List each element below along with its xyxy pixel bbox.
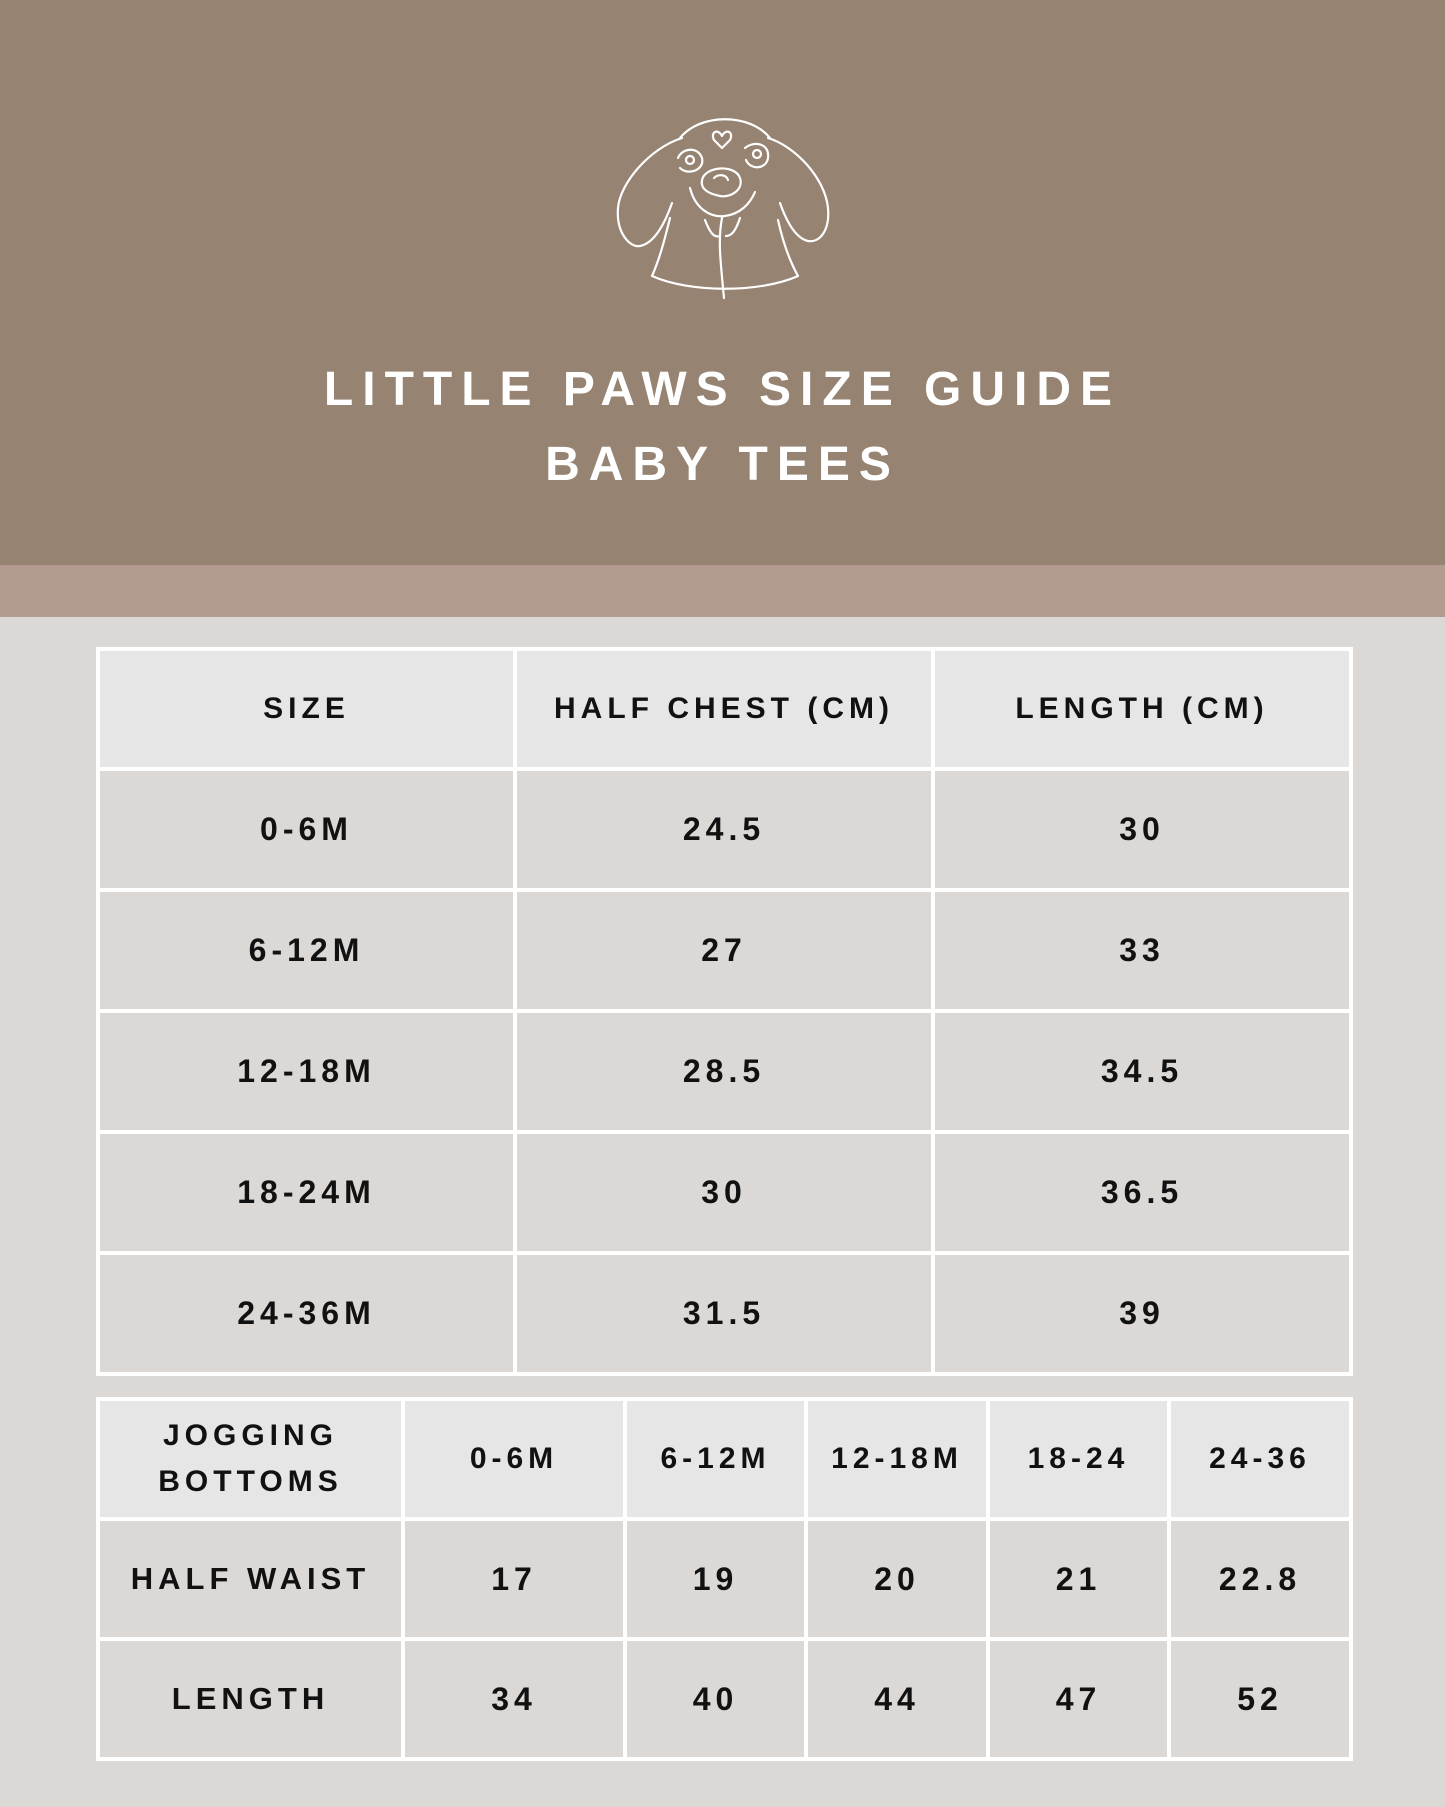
column-header-size: 18-24 [988, 1399, 1169, 1519]
half-chest-cell: 27 [515, 890, 933, 1011]
size-cell: 6-12M [98, 890, 515, 1011]
row-label-half-waist: HALF WAIST [98, 1519, 403, 1639]
table-row [98, 1132, 1351, 1253]
header-banner [0, 0, 1445, 565]
size-cell: 12-18M [98, 1011, 515, 1132]
value-cell: 40 [625, 1639, 806, 1759]
half-chest-cell: 24.5 [515, 769, 933, 890]
column-header-size: SIZE [98, 649, 515, 769]
page-title: LITTLE PAWS SIZE GUIDE [323, 363, 1122, 416]
value-cell: 21 [988, 1519, 1169, 1639]
length-cell: 34.5 [933, 1011, 1351, 1132]
half-chest-cell: 31.5 [515, 1253, 933, 1374]
length-cell: 30 [933, 769, 1351, 890]
value-cell: 22.8 [1169, 1519, 1351, 1639]
table-row [98, 1519, 1351, 1639]
table-row [98, 1253, 1351, 1374]
jogging-bottoms-line2: BOTTOMS [158, 1465, 343, 1498]
size-cell: 0-6M [98, 769, 515, 890]
value-cell: 47 [988, 1639, 1169, 1759]
table-row [98, 890, 1351, 1011]
size-cell: 24-36M [98, 1253, 515, 1374]
page-subtitle: BABY TEES [545, 438, 900, 491]
jogging-bottoms-header [98, 1399, 403, 1519]
column-header-size: 24-36 [1169, 1399, 1351, 1519]
half-chest-cell: 28.5 [515, 1011, 933, 1132]
column-header-size: 6-12M [625, 1399, 806, 1519]
column-header-half-chest: HALF CHEST (CM) [515, 649, 933, 769]
accent-band [0, 565, 1445, 617]
length-cell: 33 [933, 890, 1351, 1011]
table-row [98, 1011, 1351, 1132]
size-cell: 18-24M [98, 1132, 515, 1253]
value-cell: 44 [806, 1639, 988, 1759]
value-cell: 17 [403, 1519, 625, 1639]
table-row [98, 1639, 1351, 1759]
value-cell: 20 [806, 1519, 988, 1639]
value-cell: 34 [403, 1639, 625, 1759]
table-header-row [98, 1399, 1351, 1519]
length-cell: 39 [933, 1253, 1351, 1374]
length-cell: 36.5 [933, 1132, 1351, 1253]
baby-tees-size-table [96, 647, 1353, 1376]
jogging-bottoms-size-table [96, 1397, 1353, 1761]
column-header-length: LENGTH (CM) [933, 649, 1351, 769]
value-cell: 52 [1169, 1639, 1351, 1759]
column-header-size: 0-6M [403, 1399, 625, 1519]
column-header-size: 12-18M [806, 1399, 988, 1519]
table-row [98, 769, 1351, 890]
dog-line-art-logo-icon [610, 108, 835, 323]
half-chest-cell: 30 [515, 1132, 933, 1253]
row-label-length: LENGTH [98, 1639, 403, 1759]
table-header-row [98, 649, 1351, 769]
value-cell: 19 [625, 1519, 806, 1639]
jogging-bottoms-line1: JOGGING [162, 1419, 339, 1452]
